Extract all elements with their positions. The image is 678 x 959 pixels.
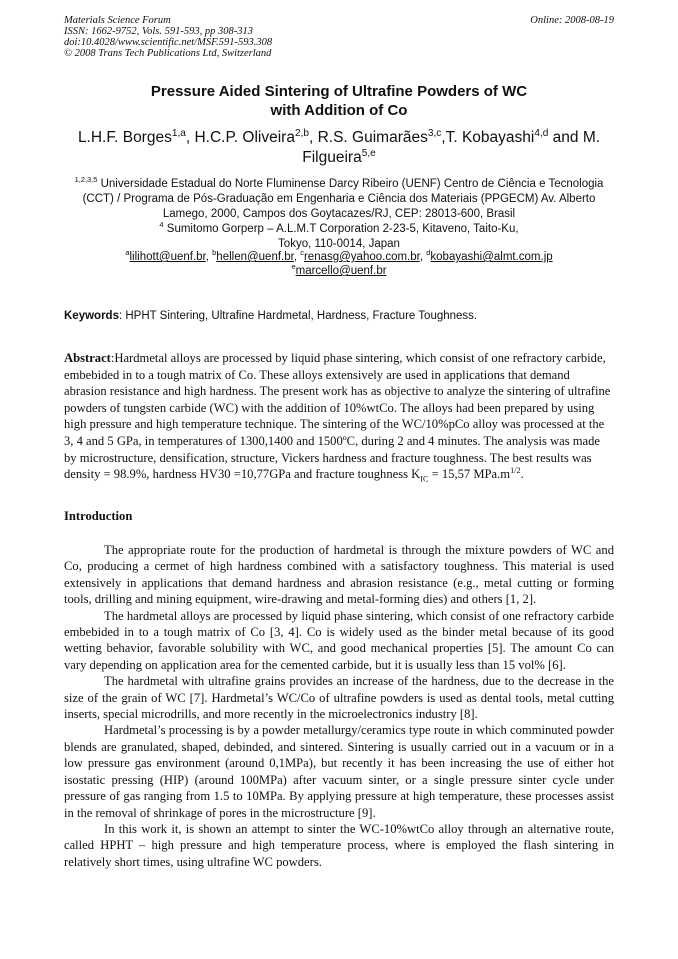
email-link[interactable]: renasg@yahoo.com.br xyxy=(303,251,420,263)
author-name: H.C.P. Oliveira xyxy=(194,129,295,146)
email-list: $^a$lilihott@uenf.br, $^b$hellen@uenf.br, $^c$renasg@yahoo.com.br, $^d$kobayashi@almt.com.jp $^e$marcello@uenf.br xyxy=(125,248,553,277)
email-link[interactable]: kobayashi@almt.com.jp xyxy=(430,251,553,263)
issn-line: ISSN: 1662-9752, Vols. 591-593, pp 308-313 xyxy=(64,26,253,37)
author-sup: 1,a xyxy=(171,127,186,139)
author-sup: 5,e xyxy=(361,147,376,159)
journal-header xyxy=(64,15,614,59)
email-sup: c xyxy=(300,248,304,258)
copyright-line: © 2008 Trans Tech Publications Ltd, Switzerland xyxy=(64,48,272,59)
paragraph: The hardmetal with ultrafine grains provides an increase of the hardness, due to the decrease in the size of the grain of WC [7]. Hardmetal’s WC/Co of ultrafine powders is used as dental tools, metal cutting inserts, special microdrills, and more recently in the microelectronics industry [8]. xyxy=(64,674,614,722)
email-sup: a xyxy=(125,248,130,258)
online-date: Online: 2008-08-19 xyxy=(530,15,614,26)
keywords xyxy=(64,309,614,324)
author-name: L.H.F. Borges xyxy=(77,129,172,146)
author-sup: 2,b xyxy=(294,127,309,139)
title-line: Pressure Aided Sintering of Ultrafine Powders of WC xyxy=(150,83,528,100)
paragraph: The hardmetal alloys are processed by liquid phase sintering, which consist of one refractory carbide embebided in to a tough matrix of Co [3, 4]. Co is widely used as the binder metal because of its good wetting behavior, favorable solubility with WC, and good mechanical properties [5]. The amount Co can vary depending on application area for the cemented carbide, but it is usually less than 15 vol% [6]. xyxy=(64,608,614,672)
author-sep: and xyxy=(548,129,583,146)
affiliation-sup: 4 xyxy=(159,220,164,230)
paper-title xyxy=(64,82,614,120)
keywords-text: : HPHT Sintering, Ultrafine Hardmetal, Hardness, Fracture Toughness. xyxy=(118,310,478,322)
author-name: R.S. Guimarães xyxy=(317,129,428,146)
email-sup: e xyxy=(291,262,296,272)
section-heading: Introduction xyxy=(64,509,133,523)
email-link[interactable]: marcello@uenf.br xyxy=(295,265,387,277)
email-link[interactable]: lilihott@uenf.br xyxy=(129,251,206,263)
affiliation-text: Universidade Estadual do Norte Fluminense Darcy Ribeiro (UENF) Centro de Ciência e Tecnologia (CCT) / Programa de Pós-Graduação em Engenharia e Ciência dos Materiais (PPGECM) Av. Alberto Lamego, 2000, Campos dos Goytacazes/RJ, CEP: 28013-600, Brasil xyxy=(82,178,604,220)
abstract-end: . xyxy=(520,467,524,482)
affiliation-1 xyxy=(64,177,614,222)
affiliation-text: Sumitomo Gorperp – A.L.M.T Corporation 2-23-5, Kitaveno, Taito-Ku, xyxy=(166,223,519,235)
author-list xyxy=(64,128,614,168)
abstract-text: :Hardmetal alloys are processed by liquid phase sintering, which consist of one refractory carbide, embebided in to a tough matrix of Co. These alloys extensively are used in applications that demand abrasion resistance and high hardness. The present work has as objective to analyze the sintering of ultrafine powders of tungsten carbide (WC) with the addition of 10%wtCo. The alloys had been prepared by using high pressure and high temperature technique. The sintering of the WC/10%pCo alloy was processed at the 3, 4 and 5 GPa, in temperatures of 1300,1400 and 1500ºC, during 2 and 4 minutes. The analysis was made by microstructure, densification, structure, Vickers hardness and fracture toughness. The best results was density = 98.9%, hardness HV30 =10,77GPa and fracture toughness K xyxy=(64,351,611,482)
email-link[interactable]: hellen@uenf.br xyxy=(216,251,294,263)
affiliation-sup: 1,2,3,5 xyxy=(74,175,98,185)
author-name: M. Filgueira xyxy=(302,129,601,166)
paragraph: The appropriate route for the production of hardmetal is through the mixture powders of WC and Co, producing a cermet of high hardness combined with a satisfactory toughness. This material is used extensively in applications that demand hardness and abrasion resistance (e.g., metal cutting or forming tools, drilling and mining equipment, wire-drawing and metal-forming dies) and others [1, 2]. xyxy=(64,543,614,607)
abstract-superscript: 1/2 xyxy=(510,465,521,475)
author-sep: , xyxy=(185,129,195,146)
affiliations xyxy=(64,177,614,252)
abstract-label: Abstract xyxy=(64,351,111,365)
abstract-tail: = 15,57 MPa.m xyxy=(428,467,511,482)
email-sup: b xyxy=(212,248,217,258)
paragraph: Hardmetal’s processing is by a powder metallurgy/ceramics type route in which comminuted powder blends are granulated, shaped, debinded, and sintered. Sintering is usually carried out in a vacuum or in a low pressure gas environment (around 0,1MPa), but recently it has been increasing the use of either hot isostatic pressing (HIP) (around 100MPa) after vacuum sinter, or a single pressure sinter cycle under pressure of gas ranging from 1.5 to 10MPa. By applying pressure at high temperature, these processes assist in the removal of shrinkage of pores in the microstructure [9]. xyxy=(64,723,614,820)
author-sup: 3,c xyxy=(427,127,442,139)
author-name: T. Kobayashi xyxy=(445,129,535,146)
author-sep: , xyxy=(441,129,446,146)
abstract-subscript: IC xyxy=(420,474,429,484)
title-line: with Addition of Co xyxy=(270,102,408,119)
author-sep: , xyxy=(308,129,318,146)
intro-body xyxy=(64,542,614,870)
email-sup: d xyxy=(426,248,431,258)
abstract xyxy=(64,350,614,483)
doi-line: doi:10.4028/www.scientific.net/MSF.591-593.308 xyxy=(64,37,273,48)
journal-name: Materials Science Forum xyxy=(64,15,171,26)
affiliation-2 xyxy=(64,222,614,237)
author-sup: 4,d xyxy=(534,127,549,139)
paragraph: In this work it, is shown an attempt to sinter the WC-10%wtCo alloy through an alternative route, called HPHT – high pressure and high temperature process, where is employed the flash sintering in relatively short times, using ultrafine WC powders. xyxy=(64,821,614,869)
affiliation-2-line2: Tokyo, 110-0014, Japan xyxy=(278,238,400,250)
keywords-label: Keywords xyxy=(64,310,119,322)
